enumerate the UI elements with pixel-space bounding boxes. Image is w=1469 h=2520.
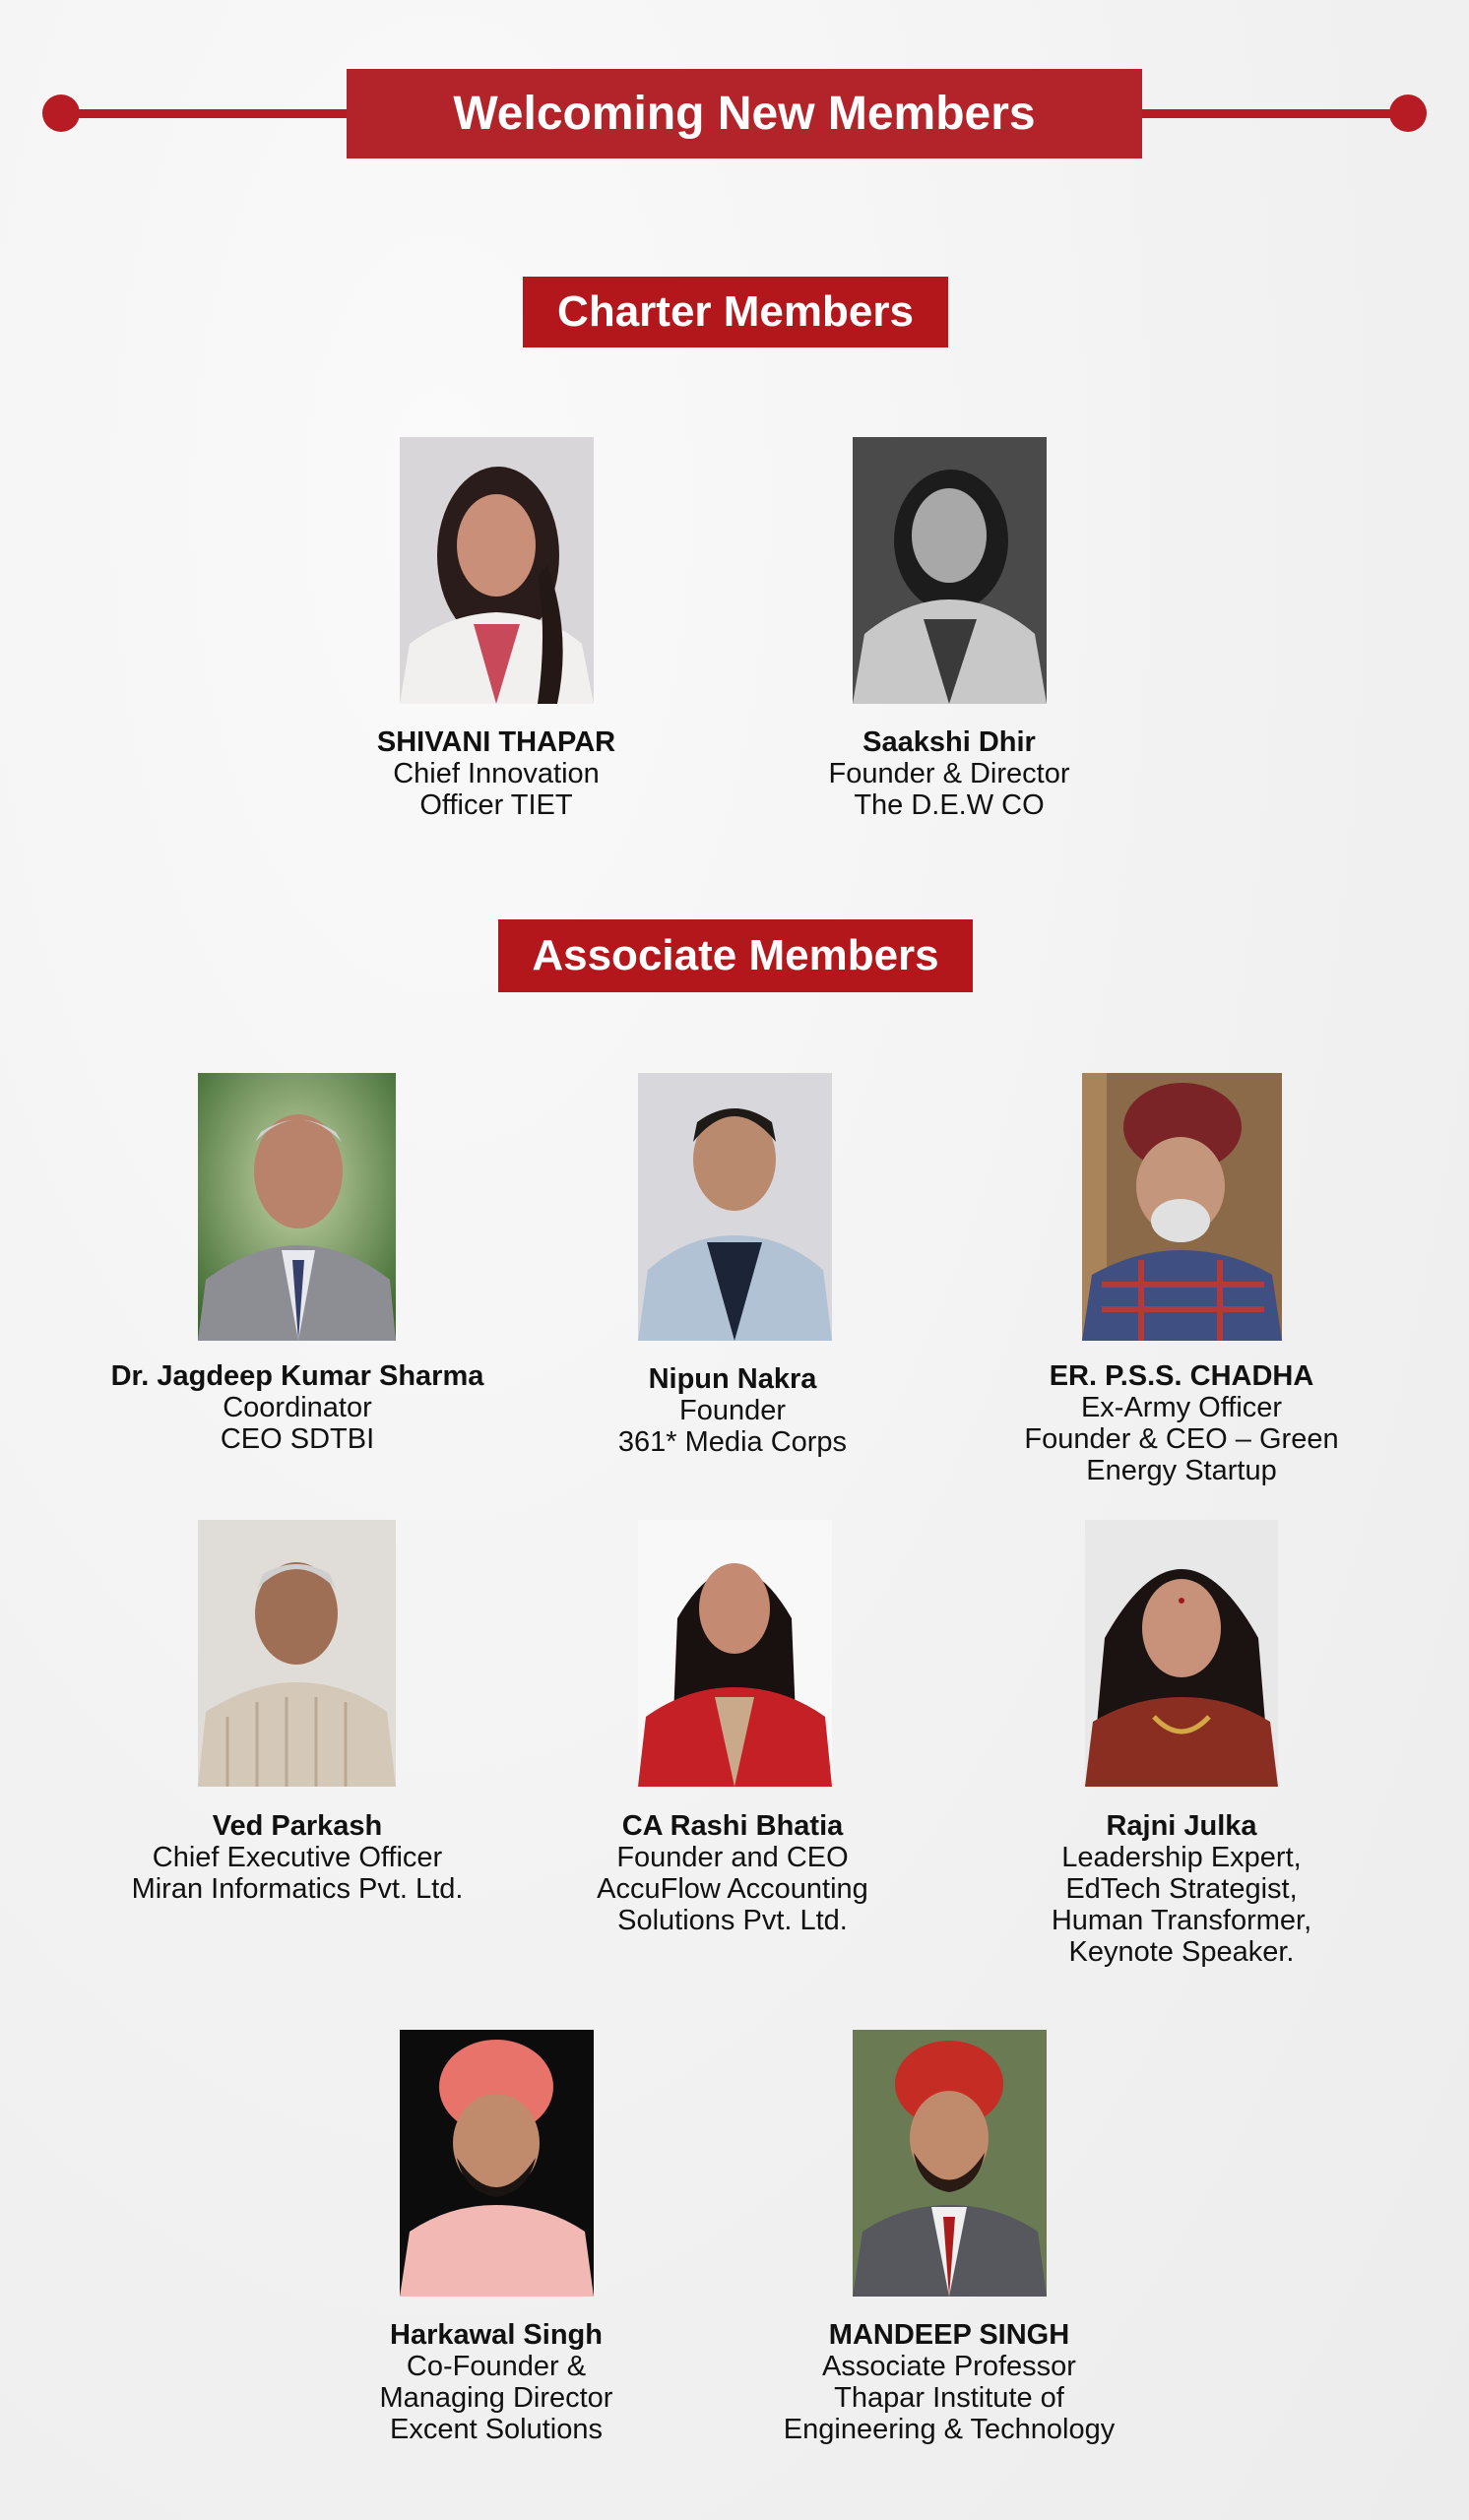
member-photo-harkawal-singh bbox=[400, 2030, 594, 2297]
member-role: Ex-Army Officer bbox=[1080, 1392, 1283, 1423]
member-card-ved-parkash bbox=[91, 1810, 504, 1905]
member-photo-nipun-nakra bbox=[638, 1073, 832, 1341]
member-name: ER. P.S.S. CHADHA bbox=[1049, 1360, 1314, 1392]
member-name: Rajni Julka bbox=[1106, 1810, 1257, 1842]
member-role: Founder & Director bbox=[828, 758, 1070, 789]
member-name: Ved Parkash bbox=[212, 1810, 383, 1842]
member-photo-shivani-thapar bbox=[400, 437, 594, 704]
member-name: SHIVANI THAPAR bbox=[376, 726, 616, 758]
member-role: Human Transformer, bbox=[1051, 1905, 1312, 1936]
member-role: Miran Informatics Pvt. Ltd. bbox=[131, 1873, 464, 1905]
member-role: Co-Founder & bbox=[406, 2351, 587, 2382]
member-card-rajni-julka bbox=[975, 1810, 1388, 1968]
member-name: CA Rashi Bhatia bbox=[621, 1810, 844, 1842]
member-role: Keynote Speaker. bbox=[1068, 1936, 1295, 1968]
member-card-mandeep-singh bbox=[742, 2319, 1156, 2445]
member-role: 361* Media Corps bbox=[617, 1426, 848, 1458]
member-photo-rashi-bhatia bbox=[638, 1520, 832, 1787]
member-card-nipun-nakra bbox=[526, 1363, 939, 1458]
member-role: Founder & CEO – Green bbox=[1024, 1423, 1339, 1455]
member-role: Associate Professor bbox=[822, 2351, 1076, 2382]
member-photo-rajni-julka bbox=[1085, 1520, 1278, 1787]
member-role: Officer TIET bbox=[419, 789, 573, 821]
member-name: Nipun Nakra bbox=[648, 1363, 817, 1395]
member-role: Engineering & Technology bbox=[783, 2414, 1116, 2445]
member-name: Harkawal Singh bbox=[390, 2319, 603, 2351]
header-dot-left bbox=[42, 94, 80, 132]
member-name: Saakshi Dhir bbox=[862, 726, 1036, 758]
member-card-pss-chadha bbox=[975, 1360, 1388, 1486]
member-card-jagdeep-sharma bbox=[91, 1360, 504, 1455]
member-name: Dr. Jagdeep Kumar Sharma bbox=[110, 1360, 484, 1392]
member-role: Chief Innovation bbox=[393, 758, 600, 789]
member-role: Coordinator bbox=[223, 1392, 372, 1423]
member-role: The D.E.W CO bbox=[854, 789, 1045, 821]
member-photo-jagdeep-sharma bbox=[198, 1073, 396, 1341]
member-role: Energy Startup bbox=[1086, 1455, 1277, 1486]
member-card-shivani-thapar bbox=[289, 726, 703, 821]
member-card-saakshi-dhir bbox=[742, 726, 1156, 821]
member-role: Founder and CEO bbox=[616, 1842, 849, 1873]
member-photo-ved-parkash bbox=[198, 1520, 396, 1787]
member-role: AccuFlow Accounting bbox=[597, 1873, 868, 1905]
member-role: Leadership Expert, bbox=[1061, 1842, 1302, 1873]
member-name: MANDEEP SINGH bbox=[828, 2319, 1070, 2351]
member-card-harkawal-singh bbox=[289, 2319, 703, 2445]
member-role: Founder bbox=[678, 1395, 786, 1426]
member-role: EdTech Strategist, bbox=[1065, 1873, 1298, 1905]
member-role: CEO SDTBI bbox=[220, 1423, 375, 1455]
member-photo-pss-chadha bbox=[1082, 1073, 1282, 1341]
member-photo-saakshi-dhir bbox=[853, 437, 1047, 704]
section-title-charter: Charter Members bbox=[523, 277, 948, 347]
member-role: Thapar Institute of bbox=[834, 2382, 1064, 2414]
header-dot-right bbox=[1389, 94, 1427, 132]
member-photo-mandeep-singh bbox=[853, 2030, 1047, 2297]
member-role: Solutions Pvt. Ltd. bbox=[617, 1905, 848, 1936]
section-title-associate: Associate Members bbox=[498, 919, 973, 992]
member-role: Chief Executive Officer bbox=[152, 1842, 443, 1873]
page-title: Welcoming New Members bbox=[347, 69, 1142, 158]
member-card-rashi-bhatia bbox=[526, 1810, 939, 1936]
member-role: Managing Director bbox=[379, 2382, 613, 2414]
member-role: Excent Solutions bbox=[389, 2414, 603, 2445]
